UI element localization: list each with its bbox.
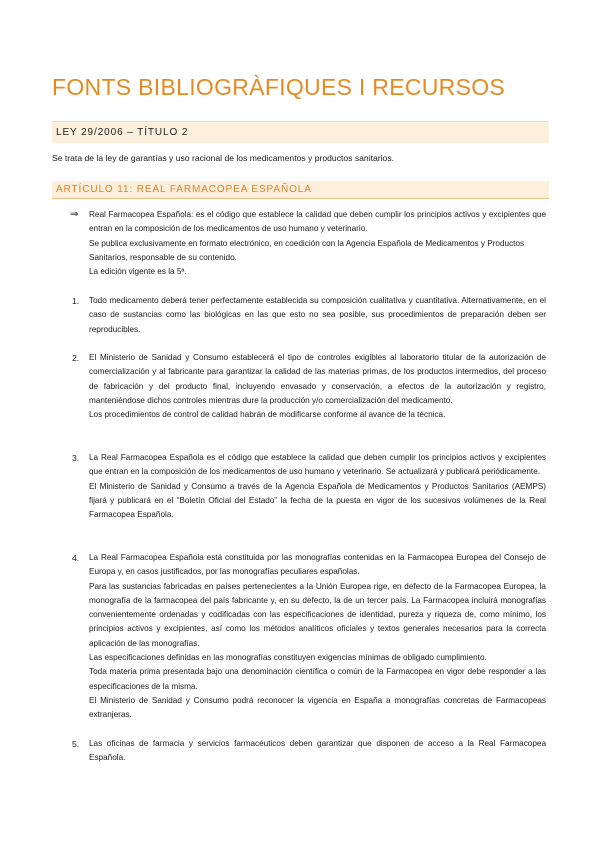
article-heading: ARTÍCULO 11: REAL FARMACOPEA ESPAÑOLA (52, 181, 549, 199)
item-number: 5. (72, 739, 80, 749)
bullet-text (89, 208, 546, 279)
item-text (89, 737, 546, 766)
intro-text: Se trata de la ley de garantías y uso racional de los medicamentos y productos sanitarios. (52, 153, 395, 163)
item-paragraph: El Ministerio de Sanidad y Consumo establecerá el tipo de controles exigibles al laboratorio titular de la autorización de comercialización y al fabricante para garantizar la calidad de las materias primas, de los productos intermedios, del proceso de fabricación y del producto final, incluyendo envasado y conservación, a efectos de la autorización y registro, manteniéndose dichos controles mientras dure la producción y/o comercialización del medicamento. (89, 353, 546, 405)
item-number: 1. (72, 296, 80, 306)
item-paragraph: La Real Farmacopea Española está constituida por las monografías contenidas en la Farmacopea Europea del Consejo de Europa y, en casos justificados, por las monografías peculiares españolas. (89, 553, 546, 577)
bullet-line: La edición vigente es la 5ª. (89, 267, 187, 277)
item-paragraph: Toda materia prima presentada bajo una denominación científica o común de la Farmacopea en vigor debe responder a las especificaciones de la misma. (89, 667, 546, 691)
item-paragraph: El Ministerio de Sanidad y Consumo podrá reconocer la vigencia en España a monografías concretas de Farmacopeas extranjeras. (89, 695, 546, 720)
item-number: 4. (72, 553, 80, 563)
item-number: 3. (72, 453, 80, 463)
item-text (89, 294, 546, 337)
item-paragraph: El Ministerio de Sanidad y Consumo a través de la Agencia Española de Medicamentos y Productos Sanitarios (AEMPS) fijará y publicará en el “Boletín Oficial del Estado” la fecha de la puesta en vigor de los sucesivos volúmenes de la Real Farmacopea Española. (89, 481, 546, 520)
item-text (89, 351, 546, 422)
item-text (89, 451, 546, 522)
item-number: 2. (72, 353, 80, 363)
item-paragraph: La Real Farmacopea Española es el código que establece la calidad que deben cumplir los principios activos y excipientes que entran en la composición de los medicamentos de uso humano y veterinario. Se actualizará y publicará periódicamente. (89, 453, 546, 477)
bullet-line: Real Farmacopea Española: es el código que establece la calidad que deben cumplir los principios activos y excipientes que entran en la composición de los medicamentos de uso humano y veterinario. (89, 210, 546, 234)
item-paragraph: Las oficinas de farmacia y servicios farmacéuticos deben garantizar que disponen de acceso a la Real Farmacopea Española. (89, 739, 546, 763)
item-paragraph: Para las sustancias fabricadas en países pertenecientes a la Unión Europea rige, en defecto de la Farmacopea Europea, la monografía de la farmacopea del país fabricante y, en su defecto, la de un tercer país. La Farmacopea incluirá monografías convenientemente ordenadas y codificadas con las especificaciones de identidad, pureza y riqueza de, como mínimo, los principios activos y excipientes, así como los métodos analíticos oficiales y textos generales necesarios para la correcta aplicación de las monografías. (89, 581, 546, 648)
item-text (89, 551, 546, 723)
bullet-line: Se publica exclusivamente en formato electrónico, en coedición con la Agencia Española de Medicamentos y Productos Sanitarios, responsable de su contenido. (89, 238, 525, 262)
section-heading: LEY 29/2006 – TÍTULO 2 (52, 121, 549, 143)
item-paragraph: Todo medicamento deberá tener perfectamente establecida su composición cualitativa y cuantitativa. Alternativamente, en el caso de sustancias como las biológicas en las que esto no sea posible, sus procedimientos de preparación deben ser reproducibles. (89, 296, 546, 334)
item-paragraph: Las especificaciones definidas en las monografías constituyen exigencias mínimas de obligado cumplimiento. (89, 653, 487, 663)
item-paragraph: Los procedimientos de control de calidad habrán de modificarse conforme al avance de la técnica. (89, 410, 446, 420)
arrow-right-icon: ⇒ (70, 209, 79, 220)
page-title: FONTS BIBLIOGRÀFIQUES I RECURSOS (52, 74, 506, 100)
